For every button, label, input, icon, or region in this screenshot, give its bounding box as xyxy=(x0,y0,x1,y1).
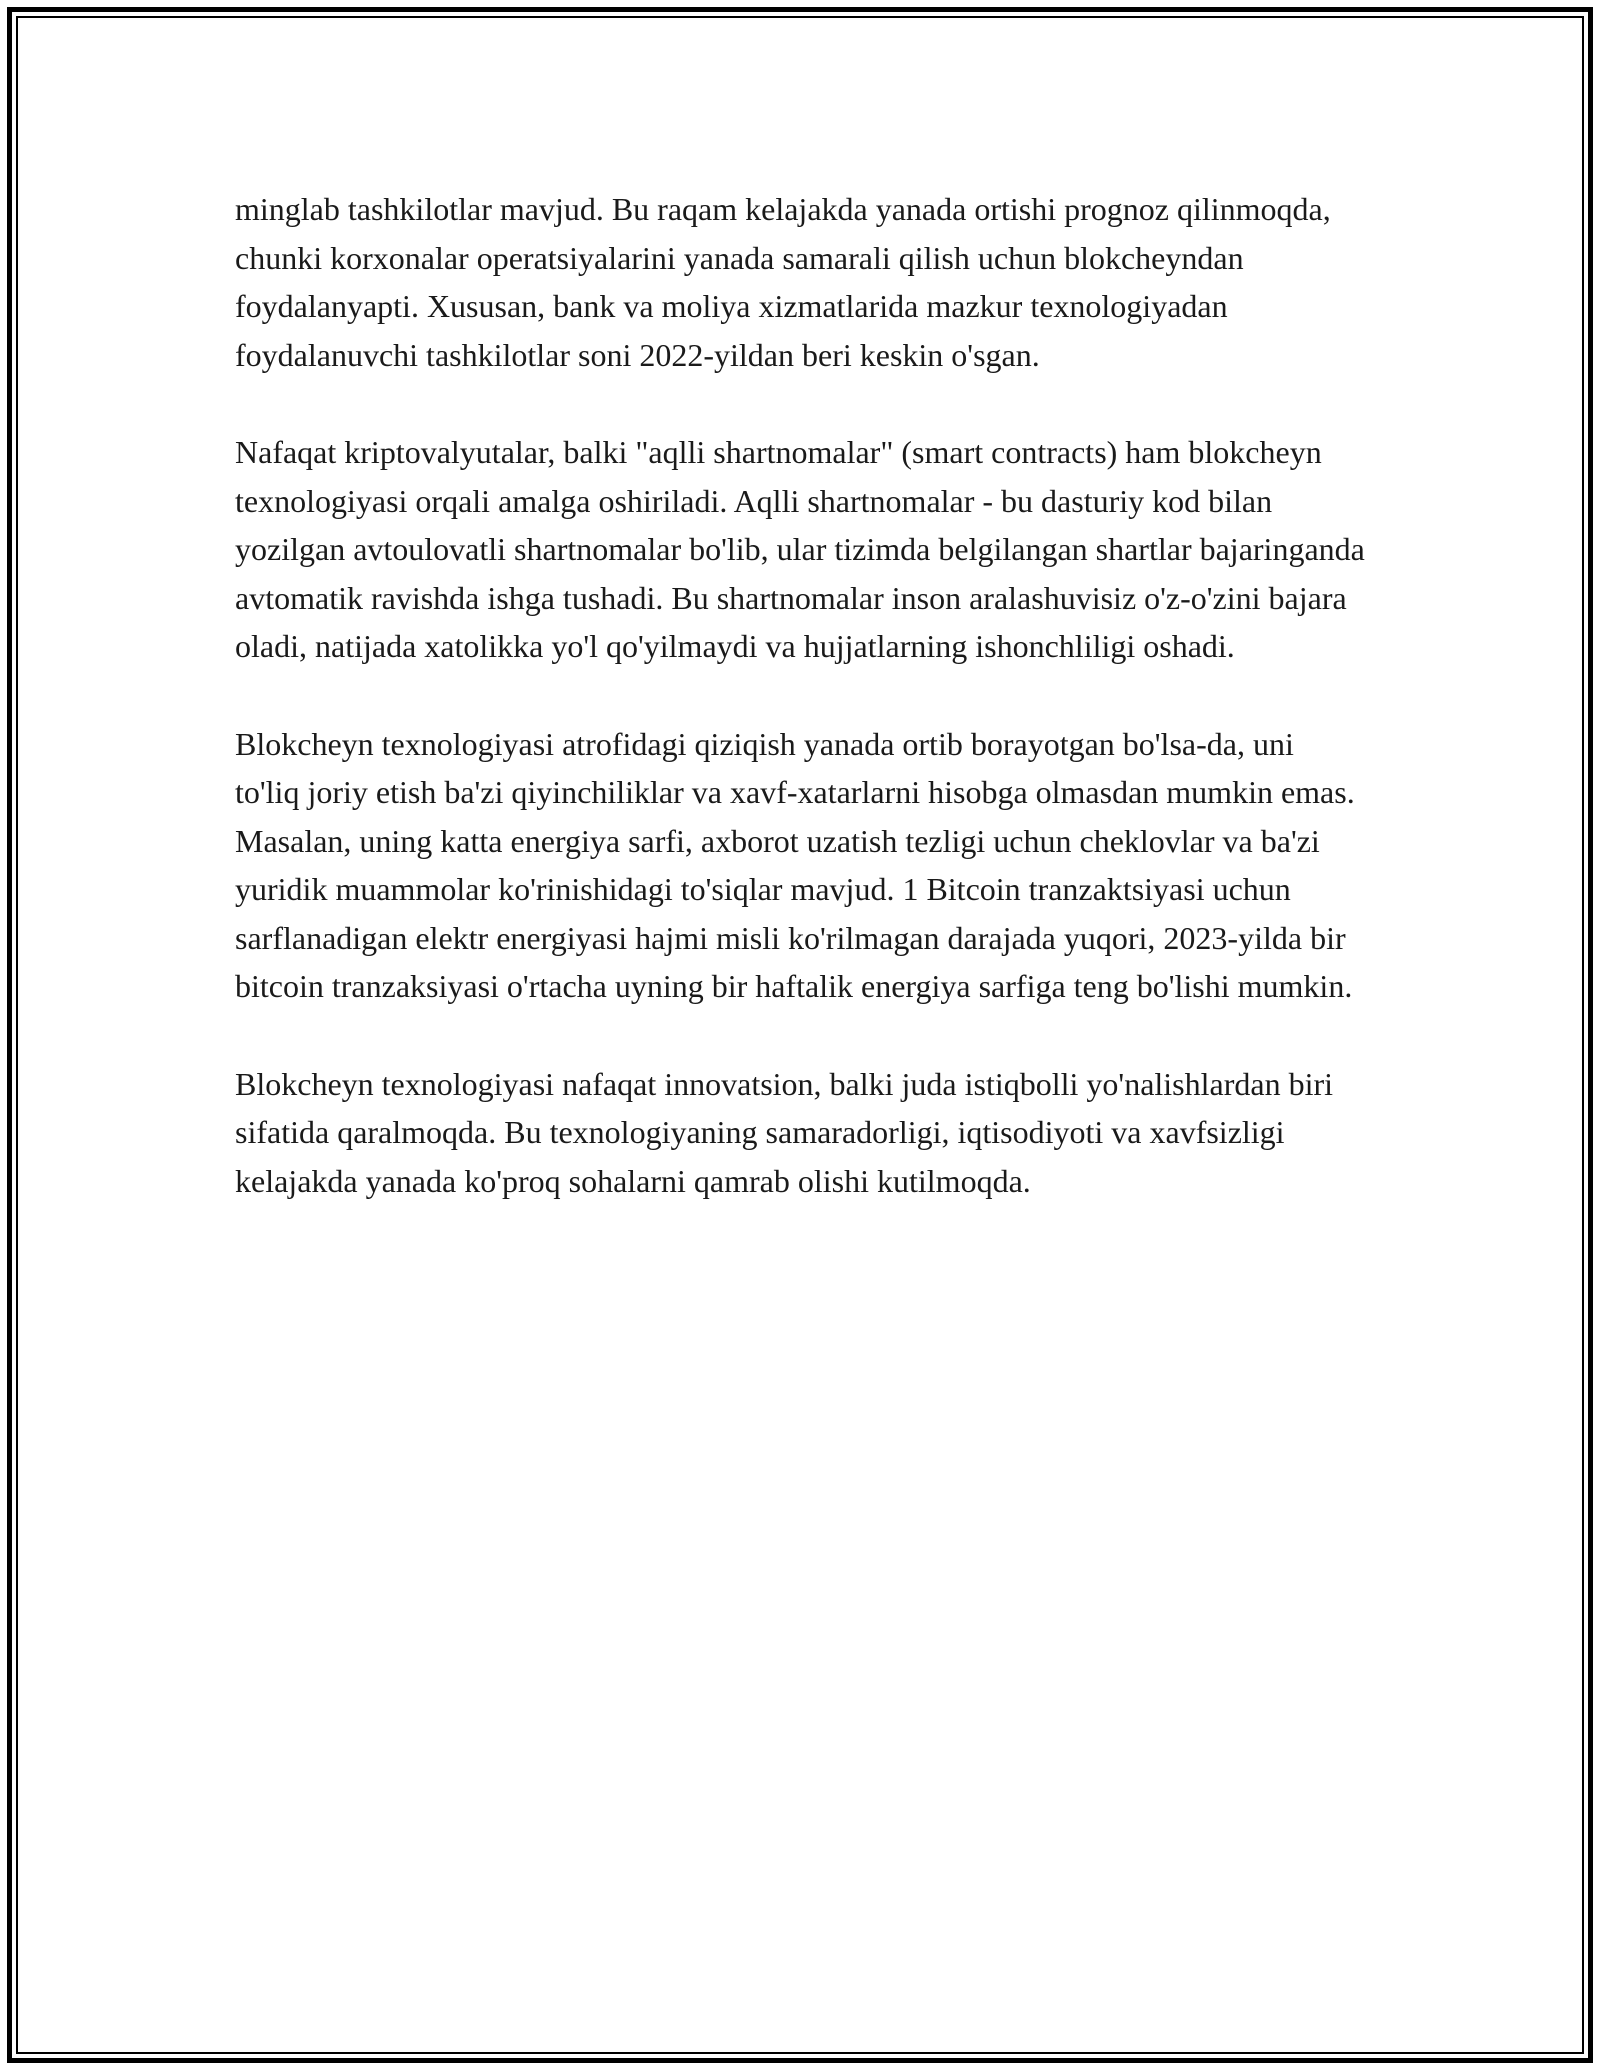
paragraph-organizations-growth: minglab tashkilotlar mavjud. Bu raqam kelajakda yanada ortishi prognoz qilinmoqda, chunki korxonalar operatsiyalarini yanada samarali qilish uchun blokcheyndan foydalanyapti. Xususan, bank va moliya xizmatlarida mazkur texnologiyadan foydalanuvchi tashkilotlar soni 2022-yildan beri keskin o'sgan. xyxy=(235,191,1331,373)
paragraph-smart-contracts: Nafaqat kriptovalyutalar, balki "aqlli shartnomalar" (smart contracts) ham blokcheyn texnologiyasi orqali amalga oshiriladi. Aqlli shartnomalar - bu dasturiy kod bilan yozilgan avtoulovatli shartnomalar bo'lib, ular tizimda belgilangan shartlar bajaringanda avtomatik ravishda ishga tushadi. Bu shartnomalar inson aralashuvisiz o'z-o'zini bajara oladi, natijada xatolikka yo'l qo'yilmaydi va hujjatlarning ishonchliligi oshadi. xyxy=(235,434,1365,664)
paragraph-challenges-energy: Blokcheyn texnologiyasi atrofidagi qiziqish yanada ortib borayotgan bo'lsa-da, uni to'liq joriy etish ba'zi qiyinchiliklar va xavf-xatarlarni hisobga olmasdan mumkin emas. Masalan, uning katta energiya sarfi, axborot uzatish tezligi uchun cheklovlar va ba'zi yuridik muammolar ko'rinishidagi to'siqlar mavjud. 1 Bitcoin tranzaktsiyasi uchun sarflanadigan elektr energiyasi hajmi misli ko'rilmagan darajada yuqori, 2023-yilda bir bitcoin tranzaksiyasi o'rtacha uyning bir haftalik energiya sarfiga teng bo'lishi mumkin. xyxy=(235,725,1355,1004)
document-body xyxy=(235,185,1365,1254)
paragraph-future-outlook: Blokcheyn texnologiyasi nafaqat innovatsion, balki juda istiqbolli yo'nalishlardan biri sifatida qaralmoqda. Bu texnologiyaning samaradorligi, iqtisodiyoti va xavfsizligi kelajakda yanada ko'proq sohalarni qamrab olishi kutilmoqda. xyxy=(235,1065,1334,1199)
